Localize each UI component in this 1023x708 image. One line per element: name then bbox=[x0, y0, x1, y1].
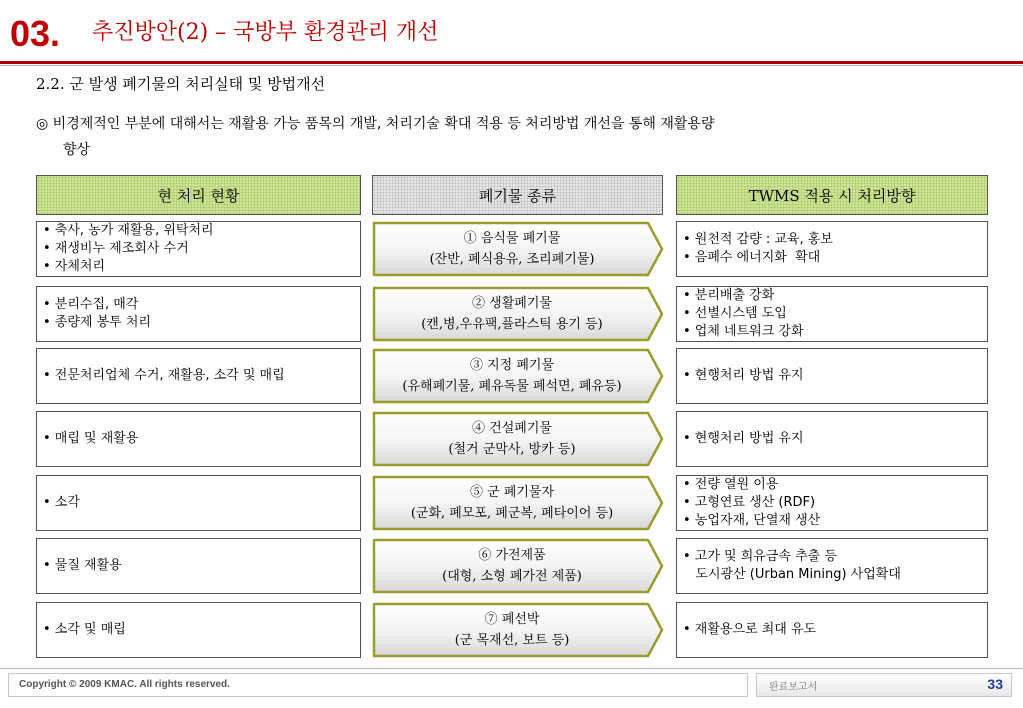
waste-type-name: ④ 건설폐기물 bbox=[472, 421, 552, 436]
waste-type-name: ⑥ 가전제품 bbox=[478, 548, 546, 563]
current-status-cell bbox=[36, 602, 361, 658]
current-status-cell bbox=[36, 348, 361, 404]
twms-direction-item: • 농업자재, 단열재 생산 bbox=[683, 513, 821, 528]
header-twms-direction: TWMS 적용 시 처리방향 bbox=[676, 175, 988, 215]
title-divider-thin bbox=[0, 65, 1023, 66]
footer-report-bar bbox=[756, 673, 1012, 697]
table-row bbox=[0, 602, 1023, 658]
twms-direction-item: • 고형연료 생산 (RDF) bbox=[683, 495, 816, 510]
waste-type-detail: (군 목재선, 보트 등) bbox=[454, 633, 570, 648]
twms-direction-cell bbox=[676, 602, 988, 658]
waste-type-detail: (군화, 폐모포, 폐군복, 폐타이어 등) bbox=[410, 506, 614, 521]
twms-direction-item: • 전량 열원 이용 bbox=[683, 477, 779, 492]
twms-direction-cell bbox=[676, 221, 988, 277]
twms-direction-item: • 재활용으로 최대 유도 bbox=[683, 622, 817, 637]
current-status-item: • 전문처리업체 수거, 재활용, 소각 및 매립 bbox=[43, 368, 285, 383]
twms-direction-item: 도시광산 (Urban Mining) 사업확대 bbox=[683, 567, 901, 582]
twms-direction-item: • 업체 네트워크 강화 bbox=[683, 324, 804, 339]
twms-direction-cell bbox=[676, 411, 988, 467]
current-status-cell bbox=[36, 411, 361, 467]
table-row bbox=[0, 221, 1023, 277]
waste-type-name: ③ 지정 폐기물 bbox=[469, 358, 555, 373]
header-waste-type: 폐기물 종류 bbox=[372, 175, 663, 215]
twms-direction-item: • 고가 및 희유금속 추출 등 bbox=[683, 549, 837, 564]
current-status-item: • 종량제 봉투 처리 bbox=[43, 315, 151, 330]
report-label: 완료보고서 bbox=[769, 682, 818, 693]
waste-type-label bbox=[372, 602, 652, 658]
twms-direction-cell bbox=[676, 286, 988, 342]
page-number: 33 bbox=[987, 676, 1003, 692]
table-row bbox=[0, 475, 1023, 531]
twms-direction-cell bbox=[676, 348, 988, 404]
header-current-status: 현 처리 현황 bbox=[36, 175, 361, 215]
current-status-item: • 자체처리 bbox=[43, 259, 106, 274]
footer-divider bbox=[0, 668, 1023, 669]
section-number: 03. bbox=[10, 13, 61, 54]
table-row bbox=[0, 286, 1023, 342]
waste-type-arrow bbox=[372, 348, 665, 404]
twms-direction-item: • 선별시스템 도입 bbox=[683, 306, 787, 321]
table-row bbox=[0, 411, 1023, 467]
waste-type-label bbox=[372, 286, 652, 342]
twms-direction-item: • 분리배출 강화 bbox=[683, 288, 775, 303]
twms-direction-cell bbox=[676, 538, 988, 594]
waste-type-arrow bbox=[372, 286, 665, 342]
waste-type-arrow bbox=[372, 538, 665, 594]
waste-type-name: ⑦ 폐선박 bbox=[484, 612, 540, 627]
page-title: 추진방안(2) – 국방부 환경관리 개선 bbox=[92, 20, 439, 45]
current-status-item: • 소각 및 매립 bbox=[43, 622, 126, 637]
current-status-item: • 물질 재활용 bbox=[43, 558, 122, 573]
waste-type-arrow bbox=[372, 221, 665, 277]
title-divider bbox=[0, 61, 1023, 64]
waste-type-detail: (유해폐기물, 폐유독물 폐석면, 폐유등) bbox=[402, 379, 622, 394]
current-status-item: • 소각 bbox=[43, 495, 80, 510]
waste-type-detail: (대형, 소형 폐가전 제품) bbox=[442, 569, 582, 584]
note-line-1: ◎ 비경제적인 부분에 대해서는 재활용 가능 품목의 개발, 처리기술 확대 적용 등 처리방법 개선을 통해 재활용량 bbox=[36, 116, 715, 132]
current-status-item: • 재생비누 제조회사 수거 bbox=[43, 241, 189, 256]
waste-type-arrow bbox=[372, 475, 665, 531]
current-status-cell bbox=[36, 538, 361, 594]
waste-type-label bbox=[372, 411, 652, 467]
section-subtitle: 2.2. 군 발생 폐기물의 처리실태 및 방법개선 bbox=[36, 75, 326, 93]
waste-type-name: ① 음식물 폐기물 bbox=[463, 231, 561, 246]
waste-type-label bbox=[372, 475, 652, 531]
current-status-item: • 분리수집, 매각 bbox=[43, 297, 139, 312]
waste-type-name: ② 생활폐기물 bbox=[472, 296, 552, 311]
current-status-cell bbox=[36, 286, 361, 342]
waste-type-label bbox=[372, 538, 652, 594]
waste-type-label bbox=[372, 221, 652, 277]
table-row bbox=[0, 538, 1023, 594]
twms-direction-cell bbox=[676, 475, 988, 531]
waste-type-detail: (철거 군막사, 방카 등) bbox=[448, 442, 576, 457]
waste-type-detail: (캔,병,우유팩,플라스틱 용기 등) bbox=[421, 317, 603, 332]
waste-type-label bbox=[372, 348, 652, 404]
twms-direction-item: • 음폐수 에너지화 확대 bbox=[683, 250, 821, 265]
waste-type-detail: (잔반, 폐식용유, 조리폐기물) bbox=[429, 252, 595, 267]
twms-direction-item: • 원천적 감량 : 교육, 홍보 bbox=[683, 232, 833, 247]
copyright-text: Copyright © 2009 KMAC. All rights reserved. bbox=[8, 673, 748, 697]
twms-direction-item: • 현행처리 방법 유지 bbox=[683, 431, 804, 446]
current-status-item: • 축사, 농가 재활용, 위탁처리 bbox=[43, 223, 214, 238]
waste-type-arrow bbox=[372, 602, 665, 658]
table-row bbox=[0, 348, 1023, 404]
twms-direction-item: • 현행처리 방법 유지 bbox=[683, 368, 804, 383]
waste-type-name: ⑤ 군 폐기물자 bbox=[469, 485, 555, 500]
current-status-cell bbox=[36, 221, 361, 277]
waste-type-arrow bbox=[372, 411, 665, 467]
current-status-item: • 매립 및 재활용 bbox=[43, 431, 139, 446]
current-status-cell bbox=[36, 475, 361, 531]
note-line-2: 향상 bbox=[63, 142, 91, 158]
